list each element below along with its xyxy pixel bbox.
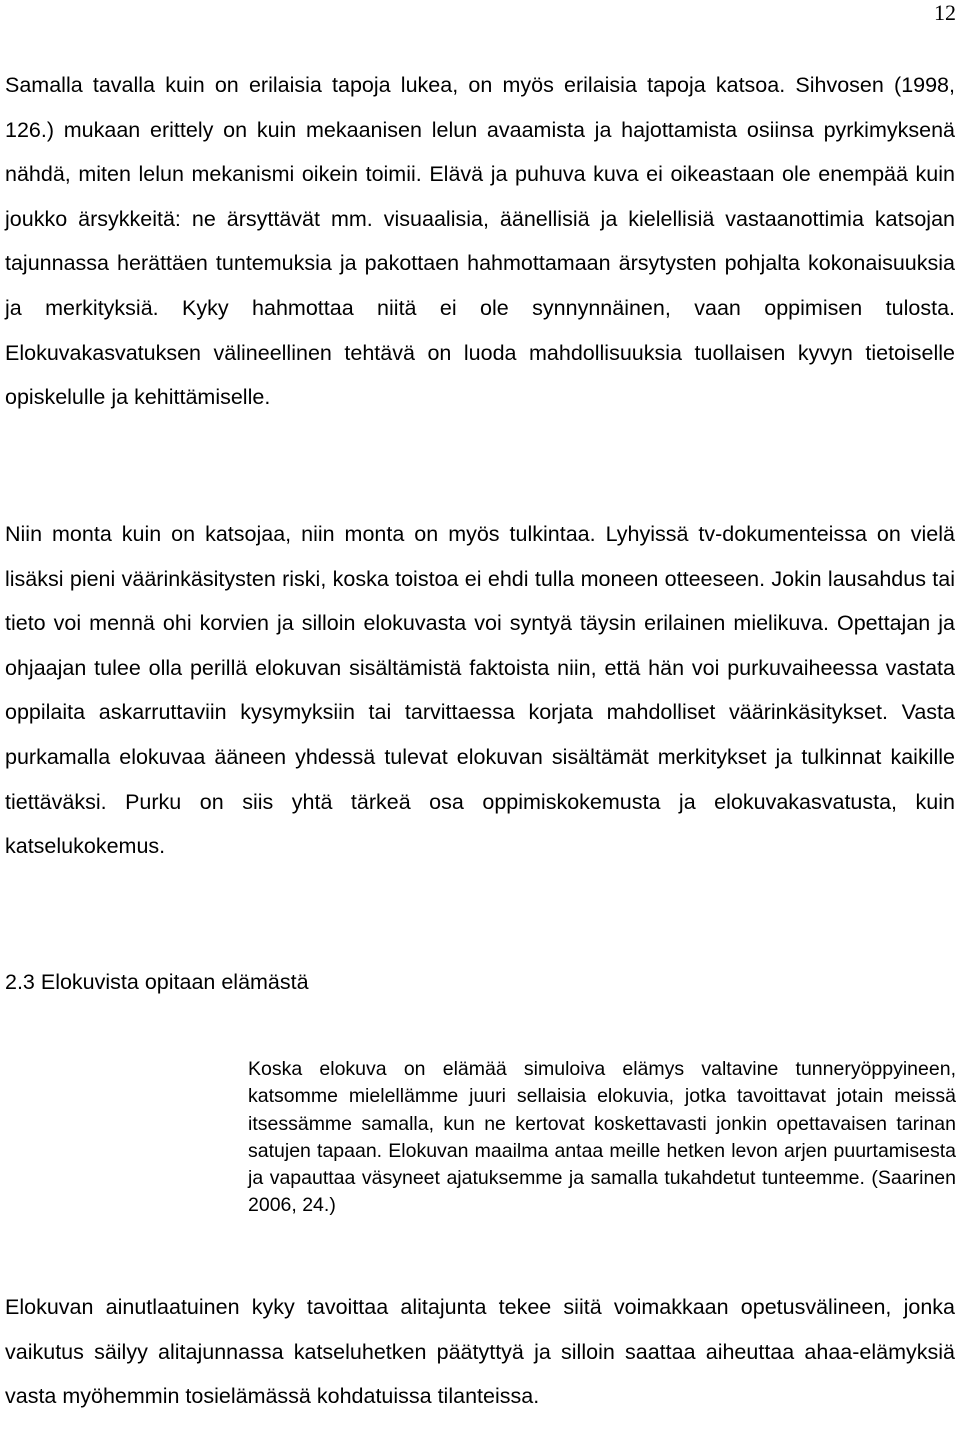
body-paragraph-3: Elokuvan ainutlaatuinen kyky tavoittaa alitajunta tekee siitä voimakkaan opetusvälineen, jonka vaikutus säilyy alitajunnassa katseluhetken päätyttyä ja silloin saattaa aiheuttaa ahaa-elämyksiä vasta myöhemmin tosielämässä kohdatuissa tilanteissa. xyxy=(5,1295,955,1409)
section-heading: 2.3 Elokuvista opitaan elämästä xyxy=(5,970,309,994)
page-number: 12 xyxy=(934,0,956,25)
body-paragraph-1: Samalla tavalla kuin on erilaisia tapoja lukea, on myös erilaisia tapoja katsoa. Sihvosen (1998, 126.) mukaan erittely on kuin mekaanisen lelun avaamista ja hajottamista osiinsa pyrkimyksenä nähdä, miten lelun mekanismi oikein toimii. Elävä ja puhuva kuva ei oikeastaan ole enempää kuin joukko ärsykkeitä: ne ärsyttävät mm. visuaalisia, äänellisiä ja kielellisiä vastaanottimia katsojan tajunnassa herättäen tuntemuksia ja pakottaen hahmottamaan ärsytysten pohjalta kokonaisuuksia ja merkityksiä. Kyky hahmottaa niitä ei ole synnynnäinen, vaan oppimisen tulosta. Elokuvakasvatuksen välineellinen tehtävä on luoda mahdollisuuksia tuollaisen kyvyn tietoiselle opiskelulle ja kehittämiselle. xyxy=(5,73,955,410)
body-paragraph-2: Niin monta kuin on katsojaa, niin monta on myös tulkintaa. Lyhyissä tv-dokumenteissa on vielä lisäksi pieni väärinkäsitysten riski, koska toistoa ei ehdi tulla moneen otteeseen. Jokin lausahdus tai tieto voi mennä ohi korvien ja silloin elokuvasta voi syntyä täysin erilainen mielikuva. Opettajan ja ohjaajan tulee olla perillä elokuvan sisältämistä faktoista niin, että hän voi purkuvaiheessa vastata oppilaita askarruttaviin kysymyksiin tai tarvittaessa korjata mahdolliset väärinkäsitykset. Vasta purkamalla elokuvaa ääneen yhdessä tulevat elokuvan sisältämät merkitykset ja tulkinnat kaikille tiettäväksi. Purku on siis yhtä tärkeä osa oppimiskokemusta ja elokuvakasvatusta, kuin katselukokemus. xyxy=(5,522,955,859)
block-quote: Koska elokuva on elämää simuloiva elämys valtavine tunneryöppyineen, katsomme mielellämme juuri sellaisia elokuvia, jotka tavoittavat jotain meissä itsessämme samalla, kun ne kertovat koskettavasti jonkin opettavaisen tarinan satujen tapaan. Elokuvan maailma antaa meille hetken levon arjen puurtamisesta ja vapauttaa väsyneet ajatuksemme ja samalla tukahdetut tunteemme. (Saarinen 2006, 24.) xyxy=(248,1058,956,1217)
